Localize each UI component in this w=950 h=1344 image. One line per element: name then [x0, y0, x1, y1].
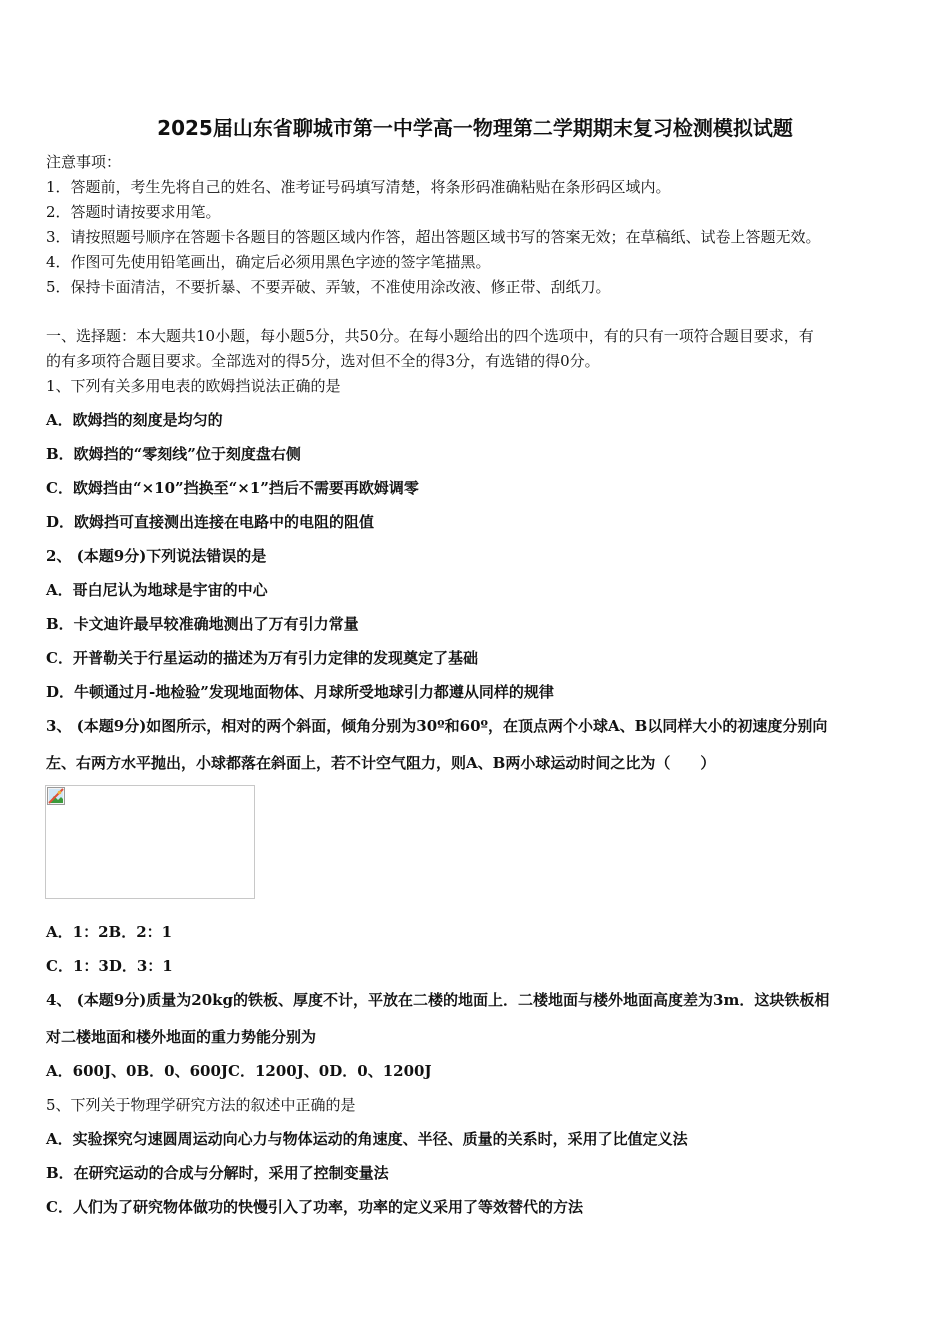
notice-heading: 注意事项：	[46, 153, 122, 171]
question-1-option-c: C．欧姆挡由“×10”挡换至“×1”挡后不需要再欧姆调零	[46, 479, 419, 497]
question-3-stem: 左、右两方水平抛出，小球都落在斜面上，若不计空气阻力，则A、B两小球运动时间之比为（ ）	[46, 754, 716, 772]
notice-item: 5．保持卡面清洁，不要折暴、不要弄破、弄皱，不准使用涂改液、修正带、刮纸刀。	[46, 278, 611, 296]
question-4-option-a: A．600J、0	[46, 1062, 137, 1080]
question-4-options-row	[46, 1061, 432, 1081]
question-2-option-b: B．卡文迪许最早较准确地测出了万有引力常量	[46, 615, 359, 633]
question-2-stem: 2、 (本题9分)下列说法错误的是	[46, 547, 267, 565]
question-3-option-c: C．1：3	[46, 957, 109, 975]
notice-item: 2．答题时请按要求用笔。	[46, 203, 221, 221]
question-5-option-a: A．实验探究匀速圆周运动向心力与物体运动的角速度、半径、质量的关系时，采用了比值定义法	[46, 1130, 688, 1148]
question-4-option-d: D．0、1200J	[329, 1062, 432, 1080]
question-3-option-d: D．3：1	[108, 957, 173, 975]
question-4-stem: 对二楼地面和楼外地面的重力势能分别为	[46, 1028, 317, 1046]
question-3-stem: 3、 (本题9分)如图所示，相对的两个斜面，倾角分别为30º和60º，在顶点两个小球A、B以同样大小的初速度分别向	[46, 717, 828, 735]
notice-item: 1．答题前，考生先将自己的姓名、准考证号码填写清楚，将条形码准确粘贴在条形码区域内。	[46, 178, 671, 196]
question-1-option-b: B．欧姆挡的“零刻线”位于刻度盘右侧	[46, 445, 301, 463]
broken-image-placeholder	[45, 785, 255, 899]
question-4-option-c: C．1200J、0	[228, 1062, 330, 1080]
question-1-option-a: A．欧姆挡的刻度是均匀的	[46, 411, 223, 429]
question-3-options-row	[46, 922, 172, 942]
question-2-option-c: C．开普勒关于行星运动的描述为万有引力定律的发现奠定了基础	[46, 649, 478, 667]
section-instructions: 的有多项符合题目要求。全部选对的得5分，选对但不全的得3分，有选错的得0分。	[46, 352, 600, 370]
section-instructions: 一、选择题：本大题共10小题，每小题5分，共50分。在每小题给出的四个选项中，有的只有一项符合题目要求，有	[46, 327, 814, 345]
question-3-options-row	[46, 956, 173, 976]
question-4-option-b: B．0、600J	[136, 1062, 229, 1080]
question-5-option-c: C．人们为了研究物体做功的快慢引入了功率，功率的定义采用了等效替代的方法	[46, 1198, 583, 1216]
question-2-option-d: D．牛顿通过月-地检验”发现地面物体、月球所受地球引力都遵从同样的规律	[46, 683, 554, 701]
page-title: 2025届山东省聊城市第一中学高一物理第二学期期末复习检测模拟试题	[157, 116, 793, 140]
broken-image-icon	[47, 787, 65, 805]
question-5-option-b: B．在研究运动的合成与分解时，采用了控制变量法	[46, 1164, 389, 1182]
question-4-stem: 4、 (本题9分)质量为20kg的铁板、厚度不计，平放在二楼的地面上．二楼地面与楼外地面高度差为3m．这块铁板相	[46, 991, 830, 1009]
notice-item: 3．请按照题号顺序在答题卡各题目的答题区域内作答，超出答题区域书写的答案无效；在草稿纸、试卷上答题无效。	[46, 228, 821, 246]
question-1-option-d: D．欧姆挡可直接测出连接在电路中的电阻的阻值	[46, 513, 375, 531]
notice-item: 4．作图可先使用铅笔画出，确定后必须用黑色字迹的签字笔描黑。	[46, 253, 491, 271]
question-3-option-a: A．1：2	[46, 923, 109, 941]
question-1-stem: 1、下列有关多用电表的欧姆挡说法正确的是	[46, 377, 341, 395]
question-2-option-a: A．哥白尼认为地球是宇宙的中心	[46, 581, 268, 599]
question-3-option-b: B．2：1	[108, 923, 173, 941]
question-5-stem: 5、下列关于物理学研究方法的叙述中正确的是	[46, 1096, 356, 1114]
